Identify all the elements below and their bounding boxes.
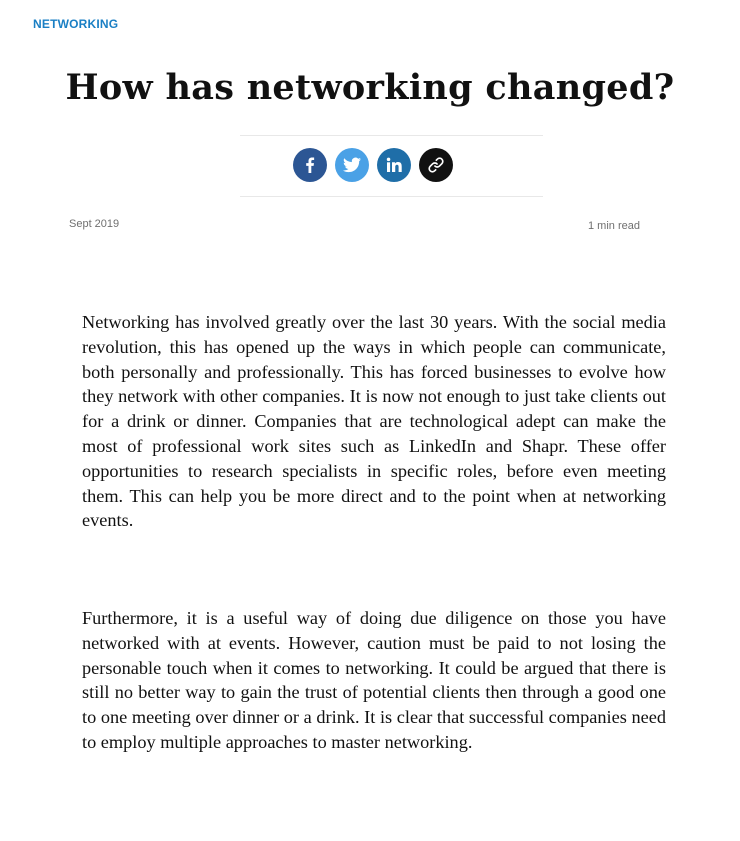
publish-date: Sept 2019 [69, 218, 120, 230]
article-paragraph: Networking has involved greatly over the last 30 years. With the social media revolution, this has opened up the ways in which people can communicate, both personally and professionally. This has forced businesses to evolve how they network with other companies. It is now not enough to just take clients out for a drink or dinner. Companies that are technological adept can make the most of professional work sites such as LinkedIn and Shapr. These offer opportunities to research specialists in specific roles, before even meeting them. This can help you be more direct and to the point when at networking events. [82, 312, 666, 531]
share-divider-top [240, 135, 543, 136]
facebook-icon [302, 157, 318, 173]
read-time: 1 min read [588, 220, 640, 232]
linkedin-icon [386, 157, 402, 173]
link-icon [427, 156, 445, 174]
share-divider-bottom [240, 196, 543, 197]
facebook-share-button[interactable] [293, 148, 327, 182]
twitter-icon [343, 157, 361, 173]
category-link[interactable]: NETWORKING [33, 17, 119, 31]
copy-link-button[interactable] [419, 148, 453, 182]
twitter-share-button[interactable] [335, 148, 369, 182]
linkedin-share-button[interactable] [377, 148, 411, 182]
share-bar [293, 148, 453, 182]
article-paragraph: Furthermore, it is a useful way of doing due diligence on those you have networked with at events. However, caution must be paid to not losing the personable touch when it comes to networking. It could be argued that there is still no better way to gain the trust of potential clients then through a good one to one meeting over dinner or a drink. It is clear that successful companies need to employ multiple approaches to master networking. [82, 608, 666, 752]
article-title: How has networking changed? [65, 67, 675, 108]
